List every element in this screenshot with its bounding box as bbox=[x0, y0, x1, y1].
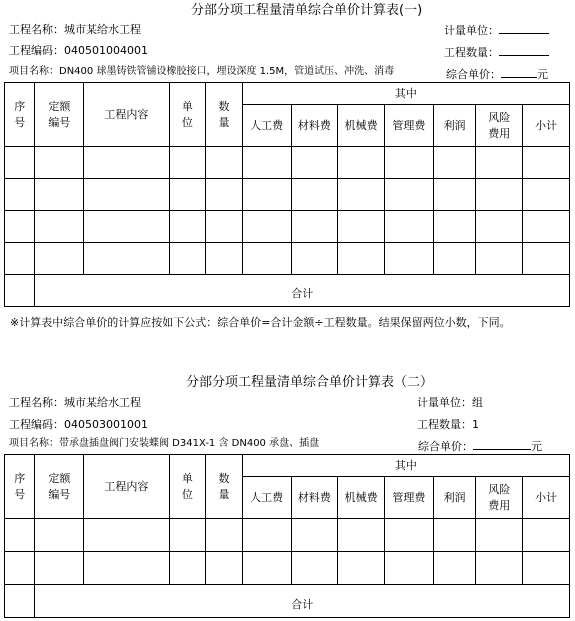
header-unit: 单 位 bbox=[169, 83, 206, 147]
header-material: 材料费 bbox=[291, 477, 338, 519]
table2-project-code: 工程编码：040503001001 bbox=[9, 418, 148, 431]
table2-price-blank bbox=[473, 439, 531, 450]
header-group: 其中 bbox=[242, 83, 569, 105]
table1-price-label: 综合单价： bbox=[446, 68, 501, 81]
header-quota: 定额 编号 bbox=[35, 83, 84, 147]
table1-price-suffix: 元 bbox=[537, 68, 548, 81]
table1-price-blank bbox=[501, 67, 537, 78]
table-row bbox=[5, 519, 570, 552]
table1-qty-value bbox=[499, 45, 549, 56]
table2-qty-value: 1 bbox=[472, 418, 479, 431]
table2-item-name: 项目名称：带承盘插盘阀门安装蝶阀 D341X-1 含 DN400 承盘、插盘 bbox=[9, 438, 320, 449]
table2-qty bbox=[417, 419, 479, 430]
header-material: 材料费 bbox=[291, 105, 338, 147]
total-row-blank bbox=[5, 585, 35, 618]
table1-unit bbox=[444, 23, 549, 36]
header-machine: 机械费 bbox=[338, 105, 385, 147]
header-risk: 风险 费用 bbox=[476, 105, 523, 147]
table2-unit bbox=[417, 397, 483, 408]
total-label: 合计 bbox=[35, 585, 570, 618]
header-profit: 利润 bbox=[433, 105, 476, 147]
table-row bbox=[5, 211, 570, 243]
header-content: 工程内容 bbox=[84, 83, 169, 147]
total-row bbox=[5, 275, 570, 307]
table2-price bbox=[418, 439, 542, 452]
header-qty: 数 量 bbox=[206, 455, 243, 519]
table2-unit-value: 组 bbox=[472, 396, 483, 409]
header-qty: 数 量 bbox=[206, 83, 243, 147]
table2-unit-label: 计量单位： bbox=[417, 396, 472, 409]
header-mgmt: 管理费 bbox=[384, 477, 433, 519]
formula-note: ※计算表中综合单价的计算应按如下公式：综合单价=合计金额÷工程数量。结果保留两位小数，下同。 bbox=[10, 316, 511, 329]
header-profit: 利润 bbox=[433, 477, 476, 519]
total-label: 合计 bbox=[35, 275, 570, 307]
table1-project-code: 工程编码：040501004001 bbox=[9, 44, 148, 57]
table1-unit-value bbox=[499, 23, 549, 34]
header-labor: 人工费 bbox=[242, 105, 291, 147]
table-row bbox=[5, 243, 570, 275]
header-machine: 机械费 bbox=[338, 477, 385, 519]
table1-project-name: 工程名称：城市某给水工程 bbox=[9, 23, 141, 36]
table1-title: 分部分项工程量清单综合单价计算表(一) bbox=[191, 3, 423, 18]
table-row bbox=[5, 552, 570, 585]
table1-qty-label: 工程数量： bbox=[444, 46, 499, 59]
table1-item-name: 项目名称：DN400 球墨铸铁管铺设橡胶接口，埋设深度 1.5M，管道试压、冲洗、消毒 bbox=[9, 66, 395, 77]
table2-grid bbox=[4, 454, 570, 618]
header-unit: 单 位 bbox=[169, 455, 206, 519]
table-row bbox=[5, 147, 570, 179]
total-row bbox=[5, 585, 570, 618]
table1-unit-label: 计量单位： bbox=[444, 24, 499, 37]
header-mgmt: 管理费 bbox=[384, 105, 433, 147]
table-row bbox=[5, 179, 570, 211]
header-subtotal: 小计 bbox=[523, 477, 570, 519]
header-risk: 风险 费用 bbox=[476, 477, 523, 519]
table1-price bbox=[446, 67, 548, 80]
header-subtotal: 小计 bbox=[523, 105, 570, 147]
table1-qty bbox=[444, 45, 549, 58]
header-quota: 定额 编号 bbox=[35, 455, 84, 519]
total-row-blank bbox=[5, 275, 35, 307]
table2-price-suffix: 元 bbox=[531, 440, 542, 453]
header-seq: 序 号 bbox=[5, 83, 35, 147]
table2-price-label: 综合单价： bbox=[418, 440, 473, 453]
header-labor: 人工费 bbox=[242, 477, 291, 519]
table2-title: 分部分项工程量清单综合单价计算表（二） bbox=[186, 375, 434, 390]
table2-qty-label: 工程数量： bbox=[417, 418, 472, 431]
header-seq: 序 号 bbox=[5, 455, 35, 519]
header-content: 工程内容 bbox=[84, 455, 169, 519]
table1-grid bbox=[4, 82, 570, 307]
header-group: 其中 bbox=[242, 455, 569, 477]
table2-project-name: 工程名称：城市某给水工程 bbox=[9, 396, 141, 409]
